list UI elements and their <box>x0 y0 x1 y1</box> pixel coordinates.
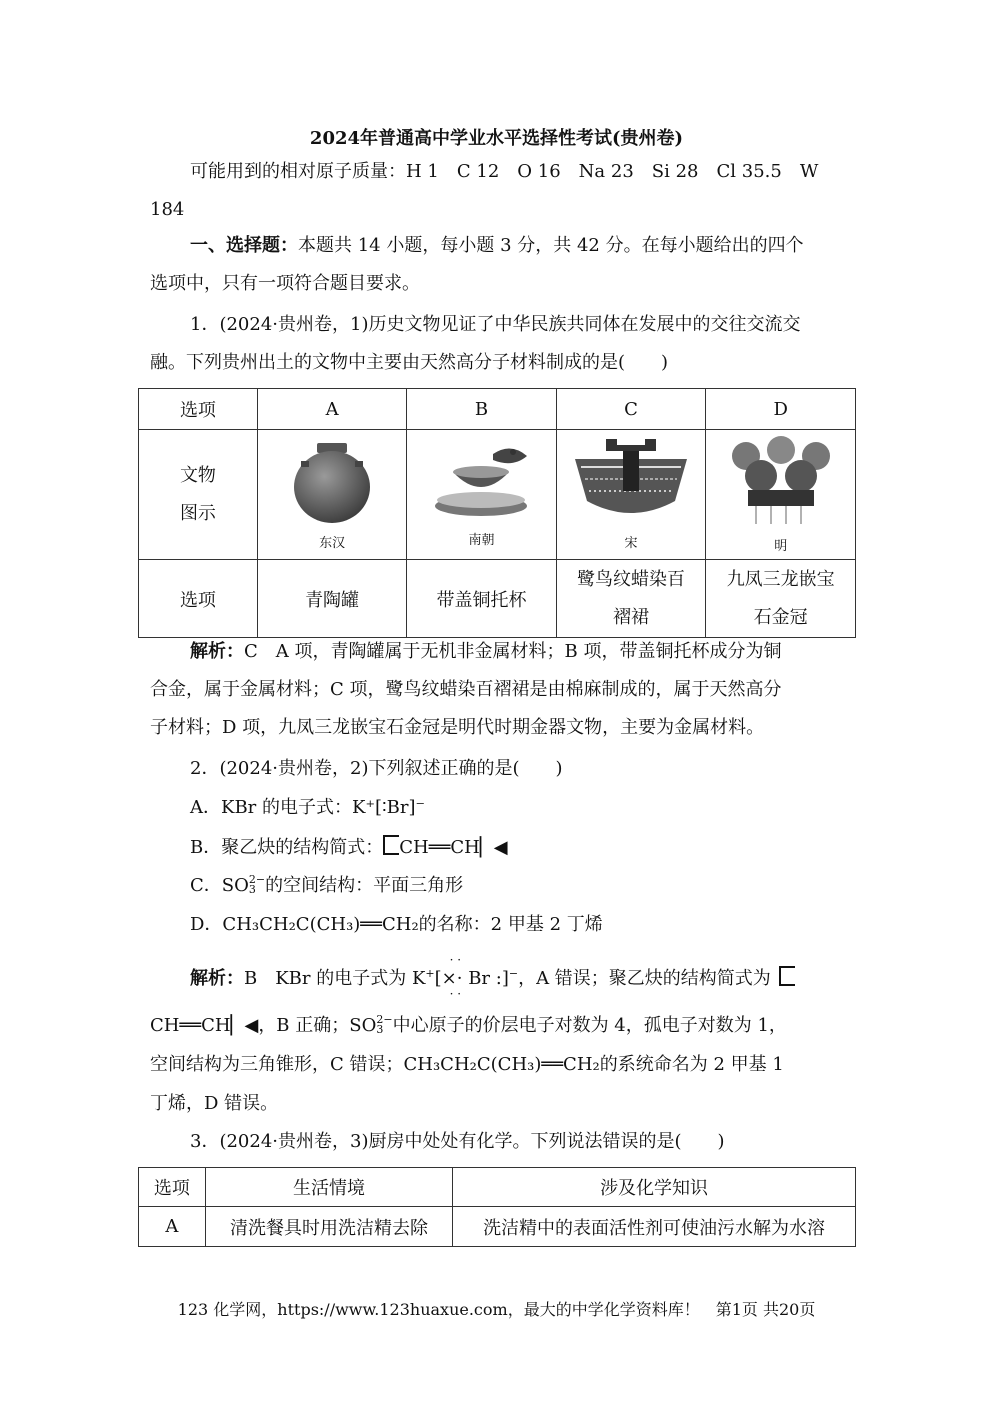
q3-header-context: 生活情境 <box>205 1168 452 1207</box>
q1-analysis-line2: 合金，属于金属材料；C 项，鹭鸟纹蜡染百褶裙是由棉麻制成的，属于天然高分 <box>150 679 782 700</box>
q2-option-a: A．KBr 的电子式：K⁺[∶Br]⁻ <box>190 797 426 818</box>
pottery-jar-image <box>287 439 377 525</box>
page-footer: 123 化学网，https://www.123huaxue.com，最大的中学化学资料库！ 第1页 共20页 <box>177 1300 816 1319</box>
q1-col-c: C <box>556 389 706 430</box>
artifact-d <box>706 430 856 560</box>
artifact-name-a: 青陶罐 <box>257 560 406 638</box>
q2-analysis-line4: 丁烯，D 错误。 <box>150 1093 279 1114</box>
artifact-name-c: 鹭鸟纹蜡染百 褶裙 <box>556 560 706 638</box>
caption-d: 明 <box>774 538 788 554</box>
mass-w: W <box>799 161 819 182</box>
polymer-bracket-right-icon: ▏◀ <box>479 837 508 858</box>
q1-stem-line1: 1．(2024·贵州卷，1)历史文物见证了中华民族共同体在发展中的交往交流交 <box>190 314 801 335</box>
atomic-mass-line: 可能用到的相对原子质量：H 1 C 12 O 16 Na 23 Si 28 Cl 35.5 W <box>190 161 819 182</box>
bronze-cup-image <box>431 442 531 522</box>
caption-b: 南朝 <box>468 532 495 548</box>
q1-row2-label: 文物 图示 <box>139 430 258 560</box>
q2-option-c: C．SO 2− 3 的空间结构：平面三角形 <box>190 873 464 896</box>
mass-c: C 12 <box>456 161 500 182</box>
caption-a: 东汉 <box>319 535 346 551</box>
q2-option-b: B．聚乙炔的结构简式： CH══CH▏◀ <box>190 837 508 858</box>
artifact-b <box>407 430 556 560</box>
q3-row-a-option: A <box>139 1207 206 1247</box>
artifact-a <box>257 430 406 560</box>
q1-header-label: 选项 <box>139 389 258 430</box>
q2-option-d: D．CH₃CH₂C(CH₃)══CH₂的名称：2 甲基 2 丁烯 <box>190 914 603 935</box>
atomic-mass-continued: 184 <box>150 199 185 220</box>
q2-analysis-line2: CH══CH▏◀，B 正确；SO 2− 3 中心原子的价层电子对数为 4，孤电子对数为 1， <box>150 1013 787 1036</box>
q1-col-a: A <box>257 389 406 430</box>
caption-c: 宋 <box>624 535 638 551</box>
mass-na: Na 23 <box>578 161 634 182</box>
polymer-bracket-left-icon <box>383 835 399 855</box>
q3-stem: 3．(2024·贵州卷，3)厨房中处处有化学。下列说法错误的是( ) <box>190 1131 725 1152</box>
q1-stem-line2: 融。下列贵州出土的文物中主要由天然高分子材料制成的是( ) <box>150 352 669 373</box>
electron-dot-structure: · · ×· Br : · · <box>441 953 502 1001</box>
mass-h: H 1 <box>406 161 439 182</box>
q3-table <box>138 1167 856 1247</box>
artifact-c <box>556 430 706 560</box>
q1-analysis-line1: 解析：C A 项，青陶罐属于无机非金属材料；B 项，带盖铜托杯成分为铜 <box>190 641 782 662</box>
section-heading: 一、选择题： <box>190 235 298 256</box>
pleated-skirt-image <box>571 439 691 525</box>
polymer-bracket-right-icon-2: ▏◀ <box>230 1015 259 1036</box>
q3-header-option: 选项 <box>139 1168 206 1207</box>
section-text-2: 选项中，只有一项符合题目要求。 <box>150 273 420 294</box>
q1-col-b: B <box>407 389 556 430</box>
artifact-name-b: 带盖铜托杯 <box>407 560 556 638</box>
section-heading-line: 一、选择题：本题共 14 小题，每小题 3 分，共 42 分。在每小题给出的四个 <box>190 235 804 256</box>
q2-analysis-line3: 空间结构为三角锥形，C 错误；CH₃CH₂C(CH₃)══CH₂的系统命名为 2 甲基 1 <box>150 1054 784 1075</box>
mass-cl: Cl 35.5 <box>716 161 782 182</box>
q2-stem: 2．(2024·贵州卷，2)下列叙述正确的是( ) <box>190 758 563 779</box>
mass-si: Si 28 <box>651 161 699 182</box>
mass-o: O 16 <box>517 161 561 182</box>
q2-analysis-line1: 解析：B KBr 的电子式为 K+[ · · ×· Br : · · ]−，A 错误；聚乙炔的结构简式为 <box>190 962 795 991</box>
page-title: 2024年普通高中学业水平选择性考试(贵州卷) <box>309 128 684 149</box>
q3-header-knowledge: 涉及化学知识 <box>453 1168 856 1207</box>
q1-analysis-line3: 子材料；D 项，九凤三龙嵌宝石金冠是明代时期金器文物，主要为金属材料。 <box>150 717 765 738</box>
q3-row-a-context: 清洗餐具时用洗洁精去除 <box>205 1207 452 1247</box>
artifact-name-d: 九凤三龙嵌宝 石金冠 <box>706 560 856 638</box>
q1-col-d: D <box>706 389 856 430</box>
q1-row3-label: 选项 <box>139 560 258 638</box>
q3-row-a-knowledge: 洗洁精中的表面活性剂可使油污水解为水溶 <box>453 1207 856 1247</box>
polymer-bracket-left-icon-2 <box>779 966 795 986</box>
q1-table <box>138 388 856 638</box>
gold-crown-image <box>726 436 836 528</box>
